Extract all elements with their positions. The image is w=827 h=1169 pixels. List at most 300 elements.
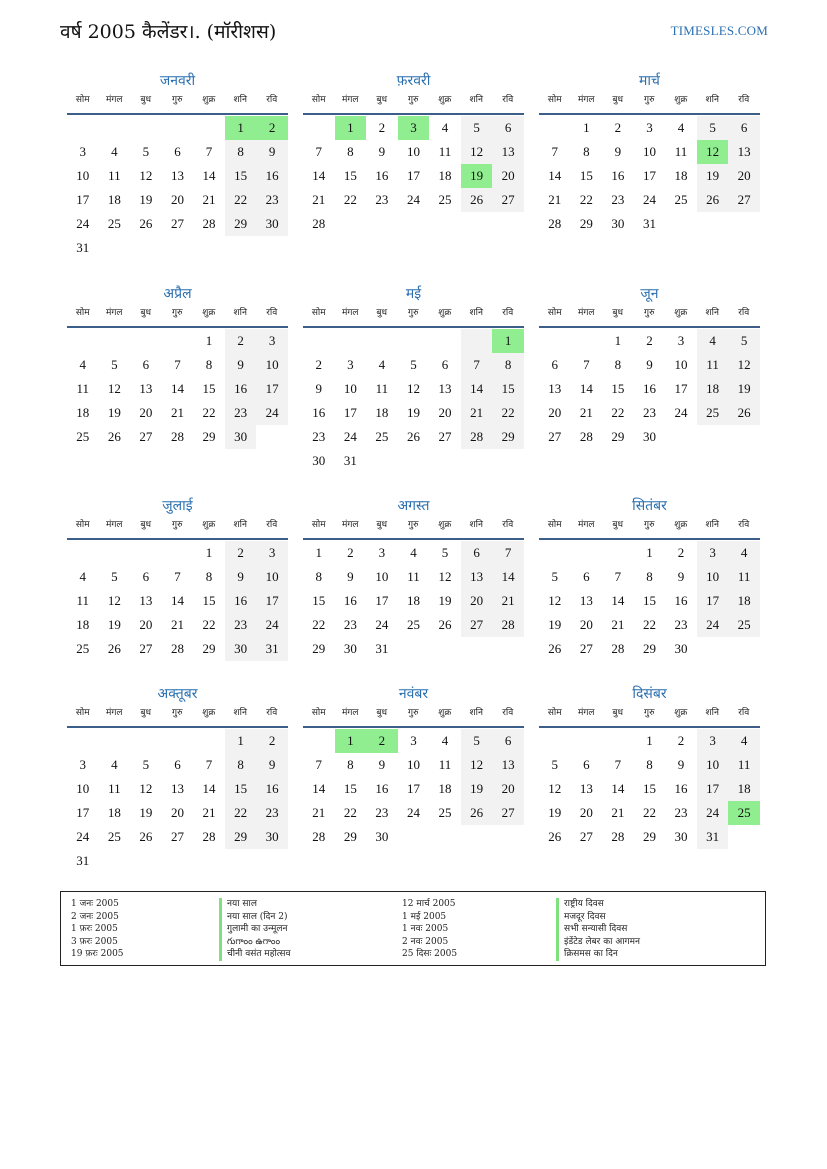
day-cell[interactable]: 21: [611, 805, 625, 820]
day-cell[interactable]: 15: [492, 377, 524, 401]
day-cell[interactable]: 13: [492, 753, 524, 777]
day-cell[interactable]: 30: [642, 429, 656, 444]
day-cell[interactable]: 8: [583, 144, 590, 159]
day-cell[interactable]: 20: [579, 805, 593, 820]
day-cell[interactable]: 20: [139, 405, 153, 420]
day-cell[interactable]: 8: [205, 569, 213, 584]
day-cell[interactable]: 25: [76, 429, 90, 444]
day-cell[interactable]: 27: [170, 829, 184, 844]
day-cell[interactable]: 31: [343, 453, 357, 468]
day-cell[interactable]: 15: [642, 781, 656, 796]
day-cell[interactable]: 19: [438, 593, 452, 608]
day-cell[interactable]: 29: [579, 216, 593, 231]
day-cell[interactable]: 10: [256, 353, 288, 377]
day-cell[interactable]: 21: [548, 192, 562, 207]
day-cell[interactable]: 1: [205, 545, 213, 560]
day-cell[interactable]: 20: [170, 192, 184, 207]
day-cell[interactable]: 28: [202, 216, 216, 231]
day-cell[interactable]: 18: [76, 617, 90, 632]
day-cell[interactable]: 16: [256, 777, 288, 801]
day-cell[interactable]: 2: [614, 120, 622, 135]
day-cell[interactable]: 9: [225, 565, 257, 589]
day-cell[interactable]: 22: [642, 805, 656, 820]
day-cell[interactable]: 15: [343, 781, 357, 796]
day-cell[interactable]: 5: [461, 729, 493, 753]
day-cell[interactable]: 21: [579, 405, 593, 420]
day-cell[interactable]: 1: [225, 729, 257, 753]
day-cell[interactable]: 6: [492, 729, 524, 753]
day-cell[interactable]: 3: [256, 541, 288, 565]
day-cell[interactable]: 27: [492, 188, 524, 212]
day-cell[interactable]: 26: [461, 801, 493, 825]
day-cell[interactable]: 6: [441, 357, 449, 372]
day-cell[interactable]: 27: [492, 801, 524, 825]
day-cell[interactable]: 31: [642, 216, 656, 231]
day-cell[interactable]: 29: [642, 641, 656, 656]
day-cell[interactable]: 4: [728, 729, 760, 753]
day-cell[interactable]: 16: [674, 781, 688, 796]
day-cell[interactable]: 26: [548, 829, 562, 844]
day-cell[interactable]: 21: [170, 405, 184, 420]
day-cell[interactable]: 12: [461, 753, 493, 777]
day-cell[interactable]: 30: [256, 825, 288, 849]
day-cell[interactable]: 3: [347, 357, 354, 372]
day-cell[interactable]: 24: [697, 613, 729, 637]
day-cell[interactable]: 25: [697, 401, 729, 425]
day-cell[interactable]: 10: [406, 144, 420, 159]
day-cell[interactable]: 18: [406, 593, 420, 608]
day-cell[interactable]: 27: [139, 641, 153, 656]
day-cell[interactable]: 12: [548, 781, 562, 796]
day-cell[interactable]: 25: [438, 192, 452, 207]
day-cell[interactable]: 17: [642, 168, 656, 183]
day-cell[interactable]: 23: [343, 617, 357, 632]
day-cell[interactable]: 31: [256, 637, 288, 661]
day-cell[interactable]: 2: [315, 357, 323, 372]
day-cell[interactable]: 19: [406, 405, 420, 420]
day-cell[interactable]: 21: [170, 617, 184, 632]
day-cell[interactable]: 16: [225, 589, 257, 613]
day-cell[interactable]: 27: [170, 216, 184, 231]
day-cell[interactable]: 24: [343, 429, 357, 444]
day-cell[interactable]: 27: [438, 429, 452, 444]
day-cell[interactable]: 25: [107, 216, 121, 231]
day-cell[interactable]: 20: [139, 617, 153, 632]
day-cell[interactable]: 26: [438, 617, 452, 632]
day-cell[interactable]: 13: [438, 381, 452, 396]
day-cell[interactable]: 1: [492, 329, 524, 353]
day-cell[interactable]: 16: [312, 405, 326, 420]
day-cell[interactable]: 22: [202, 405, 216, 420]
day-cell[interactable]: 17: [375, 593, 389, 608]
day-cell[interactable]: 18: [438, 781, 452, 796]
day-cell[interactable]: 2: [225, 329, 257, 353]
day-cell[interactable]: 5: [142, 757, 150, 772]
day-cell[interactable]: 13: [139, 593, 153, 608]
day-cell[interactable]: 4: [378, 357, 386, 372]
day-cell[interactable]: 4: [697, 329, 729, 353]
day-cell[interactable]: 13: [139, 381, 153, 396]
day-cell[interactable]: 29: [642, 829, 656, 844]
day-cell[interactable]: 20: [438, 405, 452, 420]
day-cell[interactable]: 21: [202, 805, 216, 820]
day-cell[interactable]: 19: [107, 405, 121, 420]
day-cell[interactable]: 26: [728, 401, 760, 425]
day-cell[interactable]: 11: [674, 144, 688, 159]
day-cell[interactable]: 28: [170, 429, 184, 444]
day-cell[interactable]: 22: [225, 801, 257, 825]
day-cell[interactable]: 20: [492, 164, 524, 188]
day-cell[interactable]: 9: [347, 569, 354, 584]
day-cell[interactable]: 11: [108, 168, 121, 183]
brand-link[interactable]: TIMESLES.COM: [670, 23, 768, 38]
day-cell[interactable]: 12: [461, 140, 493, 164]
day-cell[interactable]: 26: [697, 188, 729, 212]
day-cell[interactable]: 6: [551, 357, 559, 372]
day-cell[interactable]: 5: [728, 329, 760, 353]
day-cell[interactable]: 2: [366, 729, 398, 753]
day-cell[interactable]: 3: [646, 120, 653, 135]
day-cell[interactable]: 6: [142, 357, 150, 372]
day-cell[interactable]: 21: [461, 401, 493, 425]
day-cell[interactable]: 19: [107, 617, 121, 632]
day-cell[interactable]: 9: [614, 144, 622, 159]
day-cell[interactable]: 24: [256, 401, 288, 425]
day-cell[interactable]: 5: [441, 545, 449, 560]
day-cell[interactable]: 24: [697, 801, 729, 825]
day-cell[interactable]: 20: [548, 405, 562, 420]
day-cell[interactable]: 18: [76, 405, 90, 420]
day-cell[interactable]: 27: [579, 829, 593, 844]
day-cell[interactable]: 31: [76, 240, 90, 255]
day-cell[interactable]: 8: [205, 357, 213, 372]
day-cell[interactable]: 3: [79, 757, 87, 772]
day-cell[interactable]: 20: [461, 589, 493, 613]
day-cell[interactable]: 11: [438, 144, 452, 159]
day-cell[interactable]: 14: [202, 168, 216, 183]
day-cell[interactable]: 28: [548, 216, 562, 231]
day-cell[interactable]: 23: [375, 805, 389, 820]
day-cell[interactable]: 22: [343, 192, 357, 207]
day-cell[interactable]: 4: [441, 120, 449, 135]
day-cell[interactable]: 4: [677, 120, 685, 135]
day-cell[interactable]: 13: [170, 168, 184, 183]
day-cell[interactable]: 10: [697, 753, 729, 777]
day-cell[interactable]: 3: [378, 545, 386, 560]
day-cell[interactable]: 23: [674, 805, 688, 820]
day-cell[interactable]: 18: [375, 405, 389, 420]
day-cell[interactable]: 11: [108, 781, 121, 796]
day-cell[interactable]: 7: [614, 757, 622, 772]
day-cell[interactable]: 14: [170, 381, 184, 396]
day-cell[interactable]: 28: [579, 429, 593, 444]
day-cell[interactable]: 23: [256, 801, 288, 825]
day-cell[interactable]: 30: [225, 637, 257, 661]
day-cell[interactable]: 5: [551, 569, 559, 584]
day-cell[interactable]: 18: [728, 589, 760, 613]
day-cell[interactable]: 11: [375, 381, 389, 396]
day-cell[interactable]: 9: [256, 140, 288, 164]
day-cell[interactable]: 22: [492, 401, 524, 425]
day-cell[interactable]: 1: [614, 333, 622, 348]
day-cell[interactable]: 7: [461, 353, 493, 377]
day-cell[interactable]: 7: [174, 357, 181, 372]
day-cell[interactable]: 28: [492, 613, 524, 637]
day-cell[interactable]: 7: [174, 569, 181, 584]
day-cell[interactable]: 29: [202, 429, 216, 444]
day-cell[interactable]: 17: [697, 777, 729, 801]
day-cell[interactable]: 9: [378, 144, 386, 159]
day-cell[interactable]: 3: [697, 541, 729, 565]
day-cell[interactable]: 24: [674, 405, 688, 420]
day-cell[interactable]: 5: [111, 357, 118, 372]
day-cell[interactable]: 3: [697, 729, 729, 753]
day-cell[interactable]: 27: [139, 429, 153, 444]
day-cell[interactable]: 28: [611, 829, 625, 844]
day-cell[interactable]: 20: [170, 805, 184, 820]
day-cell[interactable]: 31: [375, 641, 389, 656]
day-cell[interactable]: 6: [583, 569, 590, 584]
day-cell[interactable]: 15: [579, 168, 593, 183]
day-cell[interactable]: 18: [697, 377, 729, 401]
day-cell[interactable]: 1: [225, 116, 257, 140]
day-cell[interactable]: 15: [225, 164, 257, 188]
day-cell[interactable]: 1: [205, 333, 213, 348]
day-cell[interactable]: 8: [347, 144, 354, 159]
day-cell[interactable]: 22: [343, 805, 357, 820]
day-cell[interactable]: 4: [79, 357, 87, 372]
day-cell[interactable]: 9: [677, 757, 685, 772]
day-cell[interactable]: 19: [697, 164, 729, 188]
day-cell[interactable]: 1: [583, 120, 590, 135]
day-cell[interactable]: 11: [728, 565, 760, 589]
day-cell[interactable]: 26: [548, 641, 562, 656]
day-cell[interactable]: 23: [312, 429, 326, 444]
day-cell[interactable]: 8: [225, 140, 257, 164]
day-cell[interactable]: 25: [674, 192, 688, 207]
day-cell[interactable]: 12: [139, 781, 153, 796]
day-cell[interactable]: 10: [674, 357, 688, 372]
day-cell[interactable]: 2: [256, 116, 288, 140]
day-cell[interactable]: 12: [728, 353, 760, 377]
day-cell[interactable]: 9: [378, 757, 386, 772]
day-cell[interactable]: 6: [174, 144, 181, 159]
day-cell[interactable]: 17: [674, 381, 688, 396]
day-cell[interactable]: 18: [438, 168, 452, 183]
day-cell[interactable]: 1: [335, 116, 367, 140]
day-cell[interactable]: 5: [410, 357, 417, 372]
day-cell[interactable]: 15: [642, 593, 656, 608]
day-cell[interactable]: 22: [312, 617, 326, 632]
day-cell[interactable]: 12: [548, 593, 562, 608]
day-cell[interactable]: 3: [79, 144, 87, 159]
day-cell[interactable]: 20: [492, 777, 524, 801]
day-cell[interactable]: 27: [728, 188, 760, 212]
day-cell[interactable]: 4: [441, 733, 449, 748]
day-cell[interactable]: 4: [111, 144, 118, 159]
day-cell[interactable]: 5: [697, 116, 729, 140]
day-cell[interactable]: 30: [312, 453, 326, 468]
day-cell[interactable]: 30: [225, 425, 257, 449]
day-cell[interactable]: 6: [583, 757, 590, 772]
day-cell[interactable]: 28: [170, 641, 184, 656]
day-cell[interactable]: 8: [646, 569, 653, 584]
day-cell[interactable]: 13: [728, 140, 760, 164]
day-cell[interactable]: 13: [492, 140, 524, 164]
day-cell[interactable]: 22: [579, 192, 593, 207]
day-cell[interactable]: 7: [205, 144, 213, 159]
day-cell[interactable]: 5: [142, 144, 150, 159]
day-cell[interactable]: 19: [548, 617, 562, 632]
day-cell[interactable]: 16: [674, 593, 688, 608]
day-cell[interactable]: 15: [202, 381, 216, 396]
day-cell[interactable]: 11: [438, 757, 452, 772]
day-cell[interactable]: 12: [697, 140, 729, 164]
day-cell[interactable]: 9: [315, 381, 323, 396]
day-cell[interactable]: 29: [343, 829, 357, 844]
day-cell[interactable]: 31: [76, 853, 90, 868]
day-cell[interactable]: 5: [551, 757, 559, 772]
day-cell[interactable]: 7: [551, 144, 559, 159]
day-cell[interactable]: 17: [697, 589, 729, 613]
day-cell[interactable]: 3: [256, 329, 288, 353]
day-cell[interactable]: 24: [375, 617, 389, 632]
day-cell[interactable]: 8: [492, 353, 524, 377]
day-cell[interactable]: 14: [170, 593, 184, 608]
day-cell[interactable]: 31: [697, 825, 729, 849]
day-cell[interactable]: 30: [256, 212, 288, 236]
day-cell[interactable]: 25: [375, 429, 389, 444]
day-cell[interactable]: 23: [225, 401, 257, 425]
day-cell[interactable]: 27: [579, 641, 593, 656]
day-cell[interactable]: 27: [548, 429, 562, 444]
day-cell[interactable]: 10: [642, 144, 656, 159]
day-cell[interactable]: 16: [225, 377, 257, 401]
day-cell[interactable]: 14: [579, 381, 593, 396]
day-cell[interactable]: 24: [406, 805, 420, 820]
day-cell[interactable]: 23: [642, 405, 656, 420]
day-cell[interactable]: 15: [202, 593, 216, 608]
day-cell[interactable]: 25: [406, 617, 420, 632]
day-cell[interactable]: 24: [76, 216, 90, 231]
day-cell[interactable]: 3: [398, 116, 430, 140]
day-cell[interactable]: 14: [611, 593, 625, 608]
day-cell[interactable]: 30: [375, 829, 389, 844]
day-cell[interactable]: 8: [225, 753, 257, 777]
day-cell[interactable]: 14: [461, 377, 493, 401]
day-cell[interactable]: 17: [406, 168, 420, 183]
day-cell[interactable]: 25: [438, 805, 452, 820]
day-cell[interactable]: 3: [677, 333, 685, 348]
day-cell[interactable]: 13: [548, 381, 562, 396]
day-cell[interactable]: 22: [202, 617, 216, 632]
day-cell[interactable]: 29: [225, 212, 257, 236]
day-cell[interactable]: 17: [343, 405, 357, 420]
day-cell[interactable]: 8: [315, 569, 323, 584]
day-cell[interactable]: 24: [76, 829, 90, 844]
day-cell[interactable]: 13: [579, 593, 593, 608]
day-cell[interactable]: 18: [728, 777, 760, 801]
day-cell[interactable]: 16: [375, 168, 389, 183]
day-cell[interactable]: 29: [611, 429, 625, 444]
day-cell[interactable]: 12: [107, 381, 121, 396]
day-cell[interactable]: 25: [76, 641, 90, 656]
day-cell[interactable]: 15: [312, 593, 326, 608]
day-cell[interactable]: 4: [728, 541, 760, 565]
day-cell[interactable]: 7: [315, 144, 323, 159]
day-cell[interactable]: 26: [139, 829, 153, 844]
day-cell[interactable]: 17: [406, 781, 420, 796]
day-cell[interactable]: 23: [375, 192, 389, 207]
day-cell[interactable]: 10: [343, 381, 357, 396]
day-cell[interactable]: 22: [611, 405, 625, 420]
day-cell[interactable]: 13: [461, 565, 493, 589]
day-cell[interactable]: 30: [611, 216, 625, 231]
day-cell[interactable]: 5: [111, 569, 118, 584]
day-cell[interactable]: 11: [697, 353, 729, 377]
day-cell[interactable]: 21: [312, 805, 326, 820]
day-cell[interactable]: 2: [225, 541, 257, 565]
day-cell[interactable]: 19: [139, 805, 153, 820]
day-cell[interactable]: 24: [642, 192, 656, 207]
day-cell[interactable]: 29: [202, 641, 216, 656]
day-cell[interactable]: 23: [256, 188, 288, 212]
day-cell[interactable]: 1: [646, 733, 653, 748]
day-cell[interactable]: 5: [461, 116, 493, 140]
day-cell[interactable]: 6: [728, 116, 760, 140]
day-cell[interactable]: 1: [315, 545, 323, 560]
day-cell[interactable]: 10: [76, 168, 90, 183]
day-cell[interactable]: 2: [646, 333, 653, 348]
day-cell[interactable]: 28: [202, 829, 216, 844]
day-cell[interactable]: 24: [256, 613, 288, 637]
day-cell[interactable]: 19: [728, 377, 760, 401]
day-cell[interactable]: 26: [139, 216, 153, 231]
day-cell[interactable]: 21: [492, 589, 524, 613]
day-cell[interactable]: 3: [410, 733, 417, 748]
day-cell[interactable]: 25: [107, 829, 121, 844]
day-cell[interactable]: 10: [406, 757, 420, 772]
day-cell[interactable]: 18: [674, 168, 688, 183]
day-cell[interactable]: 28: [312, 829, 326, 844]
day-cell[interactable]: 12: [406, 381, 420, 396]
day-cell[interactable]: 29: [312, 641, 326, 656]
day-cell[interactable]: 25: [728, 801, 760, 825]
day-cell[interactable]: 30: [674, 829, 688, 844]
day-cell[interactable]: 21: [312, 192, 326, 207]
day-cell[interactable]: 4: [111, 757, 118, 772]
day-cell[interactable]: 4: [410, 545, 417, 560]
day-cell[interactable]: 20: [579, 617, 593, 632]
day-cell[interactable]: 12: [438, 569, 452, 584]
day-cell[interactable]: 16: [343, 593, 357, 608]
day-cell[interactable]: 26: [107, 641, 121, 656]
day-cell[interactable]: 6: [492, 116, 524, 140]
day-cell[interactable]: 1: [646, 545, 653, 560]
day-cell[interactable]: 14: [492, 565, 524, 589]
day-cell[interactable]: 22: [225, 188, 257, 212]
day-cell[interactable]: 19: [139, 192, 153, 207]
day-cell[interactable]: 8: [614, 357, 622, 372]
day-cell[interactable]: 30: [674, 641, 688, 656]
day-cell[interactable]: 23: [611, 192, 625, 207]
day-cell[interactable]: 7: [583, 357, 590, 372]
day-cell[interactable]: 23: [674, 617, 688, 632]
day-cell[interactable]: 4: [79, 569, 87, 584]
day-cell[interactable]: 11: [728, 753, 760, 777]
day-cell[interactable]: 16: [611, 168, 625, 183]
day-cell[interactable]: 28: [461, 425, 493, 449]
